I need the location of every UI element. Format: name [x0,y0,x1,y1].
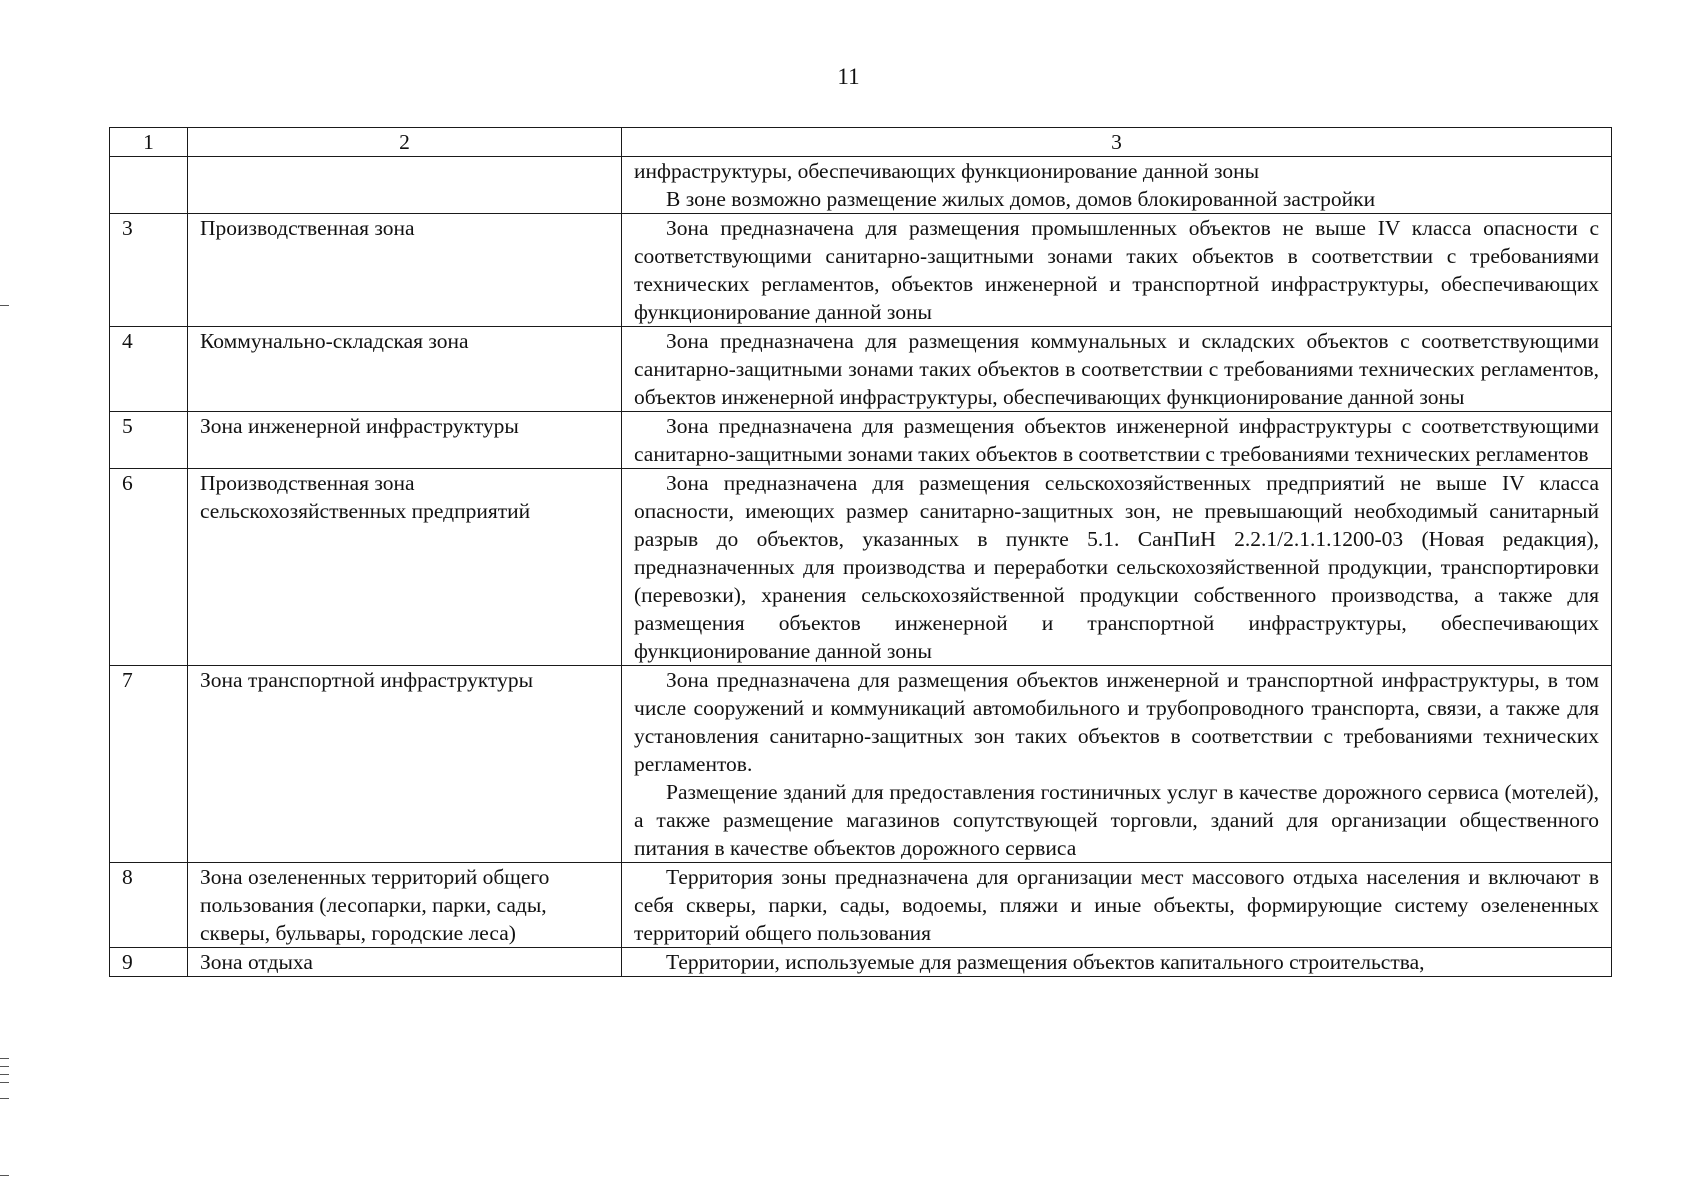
margin-mark [0,1066,9,1067]
margin-mark [0,305,9,306]
margin-mark [0,1175,9,1176]
zone-name: Зона инженерной инфраструктуры [188,412,622,469]
zone-number: 6 [110,469,188,666]
header-col-2: 2 [188,128,622,157]
zone-number: 8 [110,863,188,948]
zone-number: 5 [110,412,188,469]
description-paragraph: инфраструктуры, обеспечивающих функционирование данной зоны [634,159,1260,183]
zones-table [109,127,1612,977]
zone-number: 9 [110,948,188,977]
header-col-3: 3 [622,128,1612,157]
zone-name: Зона транспортной инфраструктуры [188,666,622,863]
table-row [110,412,1612,469]
table-body [110,157,1612,977]
zone-description [622,157,1612,214]
table-row [110,327,1612,412]
zone-description [622,469,1612,666]
zone-name: Зона отдыха [188,948,622,977]
zone-name: Коммунально-складская зона [188,327,622,412]
zone-name [188,157,622,214]
zone-description [622,666,1612,863]
table-header-row [110,128,1612,157]
description-paragraph: Территории, используемые для размещения объектов капитального строительства, [666,950,1425,974]
zone-name: Зона озелененных территорий общего пользования (лесопарки, парки, сады, скверы, бульвары, городские леса) [188,863,622,948]
table-row [110,948,1612,977]
zone-name: Производственная зона сельскохозяйственных предприятий [188,469,622,666]
zone-name: Производственная зона [188,214,622,327]
description-paragraph: Зона предназначена для размещения объектов инженерной и транспортной инфраструктуры, в том числе сооружений и коммуникаций автомобильного и трубопроводного транспорта, связи, а также для установления санитарно-защитных зон таких объектов в соответствии с требованиями технических регламентов. [634,668,1599,776]
table-row [110,157,1612,214]
margin-mark [0,1074,9,1075]
page-number: 11 [837,64,860,89]
table-row [110,666,1612,863]
zone-number: 4 [110,327,188,412]
margin-mark [0,1058,9,1059]
description-paragraph: В зоне возможно размещение жилых домов, домов блокированной застройки [666,187,1376,211]
zone-description [622,948,1612,977]
zone-number [110,157,188,214]
table-row [110,469,1612,666]
description-paragraph: Зона предназначена для размещения коммунальных и складских объектов с соответствующими санитарно-защитными зонами таких объектов в соответствии с требованиями технических регламентов, объектов инженерной инфраструктуры, обеспечивающих функционирование данной зоны [634,329,1599,409]
header-col-1: 1 [110,128,188,157]
zone-number: 7 [110,666,188,863]
margin-mark [0,1082,9,1083]
table-row [110,863,1612,948]
description-paragraph: Зона предназначена для размещения сельскохозяйственных предприятий не выше IV класса опасности, имеющих размер санитарно-защитных зон, не превышающий необходимый санитарный разрыв до объектов, указанных в пункте 5.1. СанПиН 2.2.1/2.1.1.1200-03 (Новая редакция), предназначенных для производства и переработки сельскохозяйственной продукции, транспортировки (перевозки), хранения сельскохозяйственной продукции собственного производства, а также для размещения объектов инженерной и транспортной инфраструктуры, обеспечивающих функционирование данной зоны [634,471,1599,663]
description-paragraph: Зона предназначена для размещения промышленных объектов не выше IV класса опасности с соответствующими санитарно-защитными зонами таких объектов в соответствии с требованиями технических регламентов, объектов инженерной и транспортной инфраструктуры, обеспечивающих функционирование данной зоны [634,216,1599,324]
zone-description [622,412,1612,469]
table-row [110,214,1612,327]
description-paragraph: Размещение зданий для предоставления гостиничных услуг в качестве дорожного сервиса (мотелей), а также размещение магазинов сопутствующей торговли, зданий для организации общественного питания в качестве объектов дорожного сервиса [634,780,1599,860]
zone-description [622,214,1612,327]
description-paragraph: Зона предназначена для размещения объектов инженерной инфраструктуры с соответствующими санитарно-защитными зонами таких объектов в соответствии с требованиями технических регламентов [634,414,1599,466]
description-paragraph: Территория зоны предназначена для организации мест массового отдыха населения и включают в себя скверы, парки, сады, водоемы, пляжи и иные объекты, формирующие систему озелененных территорий общего пользования [634,865,1599,945]
zone-number: 3 [110,214,188,327]
margin-mark [0,1098,9,1099]
zone-description [622,863,1612,948]
zone-description [622,327,1612,412]
